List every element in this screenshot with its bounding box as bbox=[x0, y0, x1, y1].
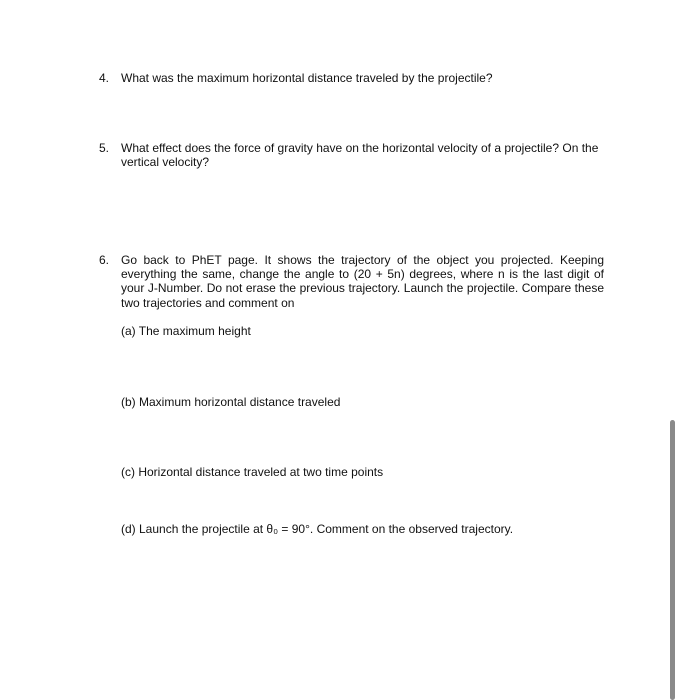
question-text: What was the maximum horizontal distance traveled by the projectile? bbox=[121, 71, 493, 85]
question-number: 4. bbox=[99, 71, 110, 85]
question-text: What effect does the force of gravity have on the horizontal velocity of a projectile? On the vertical velocity? bbox=[121, 141, 599, 170]
subquestion-b: (b) Maximum horizontal distance traveled bbox=[121, 395, 341, 409]
subquestion-d: (d) Launch the projectile at θ₀ = 90°. Comment on the observed trajectory. bbox=[121, 522, 514, 536]
vertical-scrollbar[interactable] bbox=[670, 420, 675, 700]
question-6 bbox=[99, 253, 604, 310]
subquestion-a: (a) The maximum height bbox=[121, 324, 251, 338]
question-4 bbox=[99, 71, 604, 85]
question-number: 6. bbox=[99, 253, 110, 267]
subquestion-c: (c) Horizontal distance traveled at two time points bbox=[121, 465, 384, 479]
question-text: Go back to PhET page. It shows the trajectory of the object you projected. Keeping everything the same, change the angle to (20 + 5n) degrees, where n is the last digit of your J-Number. Do not erase the previous trajectory. Launch the projectile. Compare these two trajectories and comment on bbox=[121, 253, 604, 310]
question-5 bbox=[99, 141, 604, 169]
question-number: 5. bbox=[99, 141, 110, 155]
